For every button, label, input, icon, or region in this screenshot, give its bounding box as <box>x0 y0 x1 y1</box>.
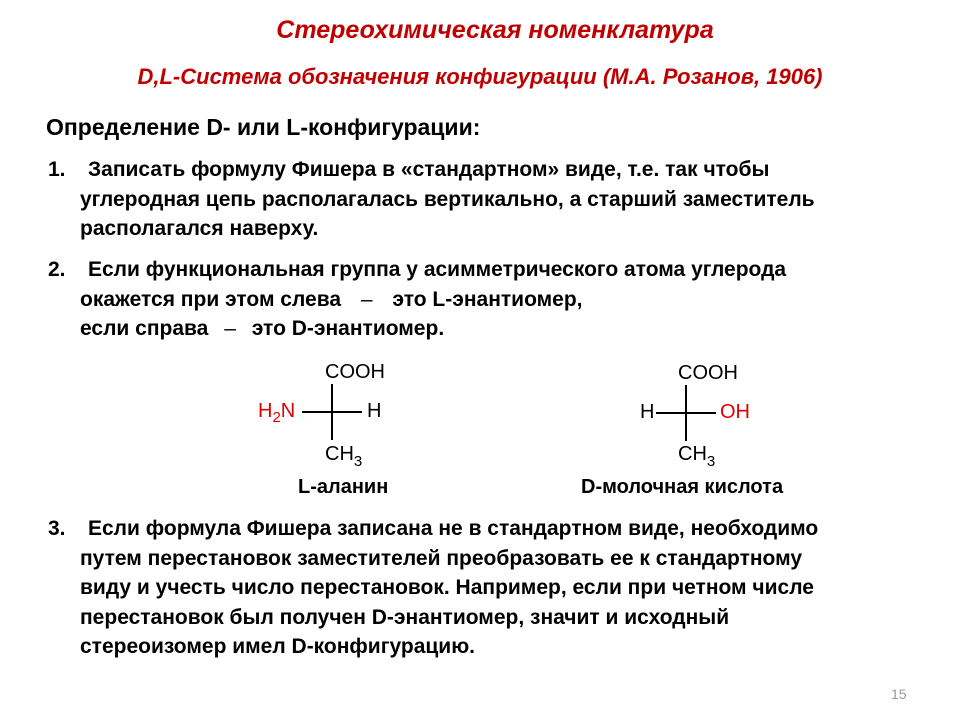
item-line: углеродная цепь располагалась вертикально, а старший заместитель <box>80 187 815 211</box>
list-item-2 <box>48 255 928 344</box>
slide-title: Стереохимическая номенклатура <box>276 16 714 44</box>
formula-top-group: COOH <box>678 362 738 384</box>
formula-right-group: H <box>367 400 382 422</box>
item-line: Если формула Фишера записана не в стандартном виде, необходимо <box>88 517 819 540</box>
item-number: 1. <box>48 158 66 181</box>
formula-vertical-bond <box>685 385 687 441</box>
formula-caption: D-молочная кислота <box>581 476 784 498</box>
item-line: Если функциональная группа у асимметрического атома углерода <box>88 258 787 281</box>
item-line: путем перестановок заместителей преобразовать ее к стандартному <box>80 546 803 570</box>
item-text: если справа <box>80 317 209 340</box>
formula-right-group: OH <box>720 401 750 423</box>
formula-vertical-bond <box>331 384 333 440</box>
item-line <box>80 314 928 344</box>
dash: – <box>360 287 373 311</box>
section-heading: Определение D- или L-конфигурации: <box>46 114 481 140</box>
item-number: 3. <box>48 517 66 540</box>
item-number: 2. <box>48 258 66 281</box>
slide-subtitle: D,L-Система обозначения конфигурации (М.А. Розанов, 1906) <box>137 64 823 89</box>
list-item-3 <box>48 514 928 662</box>
formula-left-group: H <box>640 401 655 423</box>
item-text: это L-энантиомер, <box>392 287 583 311</box>
list-item-1 <box>48 155 928 244</box>
page-number: 15 <box>891 686 907 702</box>
item-line: стереоизомер имел D-конфигурацию. <box>80 635 475 658</box>
formula-bottom-group: $CH_3$ <box>325 443 363 470</box>
item-line: располагался наверху. <box>80 217 319 240</box>
formula-caption: L-аланин <box>298 476 389 498</box>
item-line <box>80 285 928 315</box>
item-text: это D-энантиомер. <box>251 317 445 340</box>
item-line: виду и учесть число перестановок. Например, если при четном числе <box>80 576 814 599</box>
item-text: окажется при этом слева <box>80 287 342 311</box>
item-line: Записать формулу Фишера в «стандартном» виде, т.е. так чтобы <box>88 158 770 181</box>
formula-left-group: $H_2N$ <box>258 400 296 426</box>
formula-top-group: COOH <box>325 361 385 383</box>
item-line: перестановок был получен D-энантиомер, значит и исходный <box>80 605 730 629</box>
formula-bottom-group: $CH_3$ <box>678 443 716 470</box>
dash: – <box>224 317 236 340</box>
